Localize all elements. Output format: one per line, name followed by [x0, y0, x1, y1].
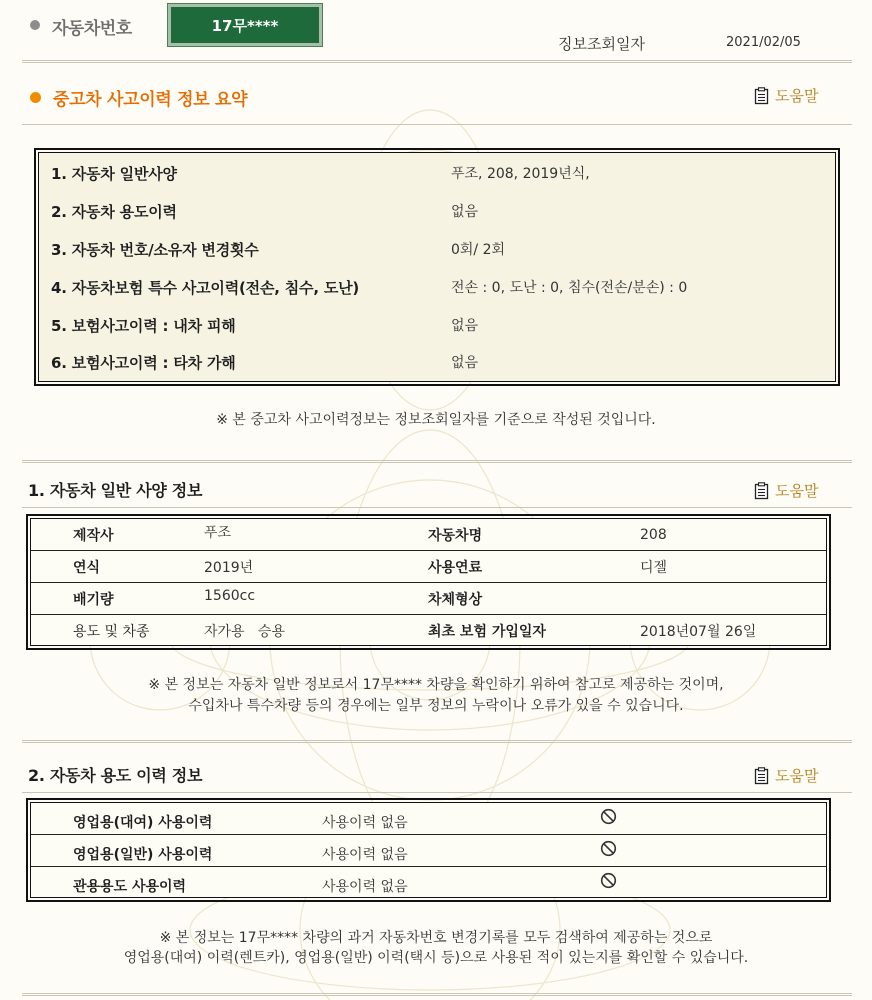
summary-row-value: 없음	[451, 204, 479, 220]
summary-help-button[interactable]	[754, 85, 818, 106]
table-row	[31, 519, 826, 551]
spec-divider	[22, 507, 852, 508]
table-row	[31, 803, 826, 835]
spec-value: 푸조	[204, 524, 232, 541]
summary-row-label: 4. 자동차보험 특수 사고이력(전손, 침수, 도난)	[51, 278, 360, 297]
table-row	[31, 867, 826, 898]
spec-table	[26, 514, 831, 650]
spec-label: 배기량	[73, 591, 114, 608]
spec-label: 사용연료	[428, 559, 483, 576]
summary-box	[34, 148, 840, 386]
spec-value: 2018년07월 26일	[640, 623, 757, 640]
usage-value: 사용이력 없음	[322, 814, 408, 831]
spec-value: 208	[640, 526, 667, 543]
prohibited-icon	[600, 801, 617, 832]
document-icon	[754, 87, 769, 105]
usage-label: 관용용도 사용이력	[73, 878, 187, 895]
spec-value: 디젤	[640, 559, 668, 576]
summary-row-label: 1. 자동차 일반사양	[51, 164, 177, 183]
table-row	[31, 551, 826, 583]
spec-note-line2: 수입차나 특수차량 등의 경우에는 일부 정보의 누락이나 오류가 있을 수 있습니다.	[188, 698, 684, 714]
section-divider	[22, 460, 852, 463]
spec-value: 2019년	[204, 559, 254, 576]
usage-table	[26, 798, 831, 902]
table-row	[31, 583, 826, 615]
section-divider	[22, 993, 852, 996]
summary-row	[39, 158, 835, 188]
spec-note-line1: ※ 본 정보는 자동차 일반 정보로서 17무**** 차량을 확인하기 위하여 참고로 제공하는 것이며,	[148, 677, 724, 693]
plate-label: 자동차번호	[52, 19, 132, 39]
summary-row-label: 6. 보험사고이력 : 타차 가해	[51, 353, 236, 372]
prohibited-icon	[600, 833, 617, 864]
summary-row	[39, 196, 835, 226]
spec-label: 차체형상	[428, 591, 483, 608]
usage-value: 사용이력 없음	[322, 878, 408, 895]
summary-row-value: 없음	[451, 355, 479, 371]
usage-note-line1: ※ 본 정보는 17무**** 차량의 과거 자동차번호 변경기록를 모두 검색하여 제공하는 것으로	[159, 930, 713, 946]
section-divider	[22, 740, 852, 743]
summary-row-value: 전손 : 0, 도난 : 0, 침수(전손/분손) : 0	[451, 280, 688, 296]
spec-label: 용도 및 차종	[73, 623, 150, 640]
summary-row-value: 푸조, 208, 2019년식,	[451, 166, 590, 182]
summary-row-label: 5. 보험사고이력 : 내차 피해	[51, 316, 236, 335]
summary-row-value: 없음	[451, 318, 479, 334]
spec-value: 1560cc	[204, 587, 256, 604]
help-label: 도움말	[775, 482, 819, 500]
table-row	[31, 615, 826, 646]
usage-section-title: 2. 자동차 용도 이력 정보	[28, 766, 203, 785]
spec-label: 연식	[73, 559, 101, 576]
summary-title: 중고차 사고이력 정보 요약	[53, 90, 248, 110]
prohibited-icon	[600, 865, 617, 896]
spec-label: 자동차명	[428, 527, 483, 544]
summary-row	[39, 272, 835, 302]
summary-row	[39, 347, 835, 377]
summary-row	[39, 310, 835, 340]
inquiry-date-label: 징보조회일자	[558, 35, 645, 53]
spec-label: 최초 보험 가입일자	[428, 623, 546, 640]
document-icon	[754, 482, 769, 500]
document-icon	[754, 767, 769, 785]
summary-bullet-icon	[30, 92, 41, 103]
spec-section-title: 1. 자동차 일반 사양 정보	[28, 481, 203, 500]
summary-row-value: 0회/ 2회	[451, 242, 506, 258]
help-label: 도움말	[775, 767, 819, 785]
usage-label: 영업용(대여) 사용이력	[73, 814, 213, 831]
summary-row	[39, 234, 835, 264]
table-row	[31, 835, 826, 867]
header-divider	[22, 60, 852, 63]
plate-bullet-icon	[30, 20, 40, 30]
spec-value: 자가용 승용	[204, 623, 285, 640]
spec-help-button[interactable]	[754, 480, 818, 501]
license-plate: 17무****	[168, 4, 322, 46]
summary-row-label: 2. 자동차 용도이력	[51, 202, 177, 221]
spec-label: 제작사	[73, 527, 114, 544]
usage-divider	[22, 792, 852, 793]
usage-help-button[interactable]	[754, 765, 818, 786]
summary-note: ※ 본 중고차 사고이력정보는 정보조회일자를 기준으로 작성된 것입니다.	[216, 412, 656, 428]
help-label: 도움말	[775, 87, 819, 105]
usage-label: 영업용(일반) 사용이력	[73, 846, 213, 863]
usage-value: 사용이력 없음	[322, 846, 408, 863]
summary-divider	[22, 124, 852, 125]
summary-row-label: 3. 자동차 번호/소유자 변경횟수	[51, 240, 259, 259]
inquiry-date-value: 2021/02/05	[726, 35, 801, 50]
usage-note-line2: 영업용(대여) 이력(렌트카), 영업용(일반) 이력(택시 등)으로 사용된 적이 있는지를 확인할 수 있습니다.	[123, 950, 749, 966]
